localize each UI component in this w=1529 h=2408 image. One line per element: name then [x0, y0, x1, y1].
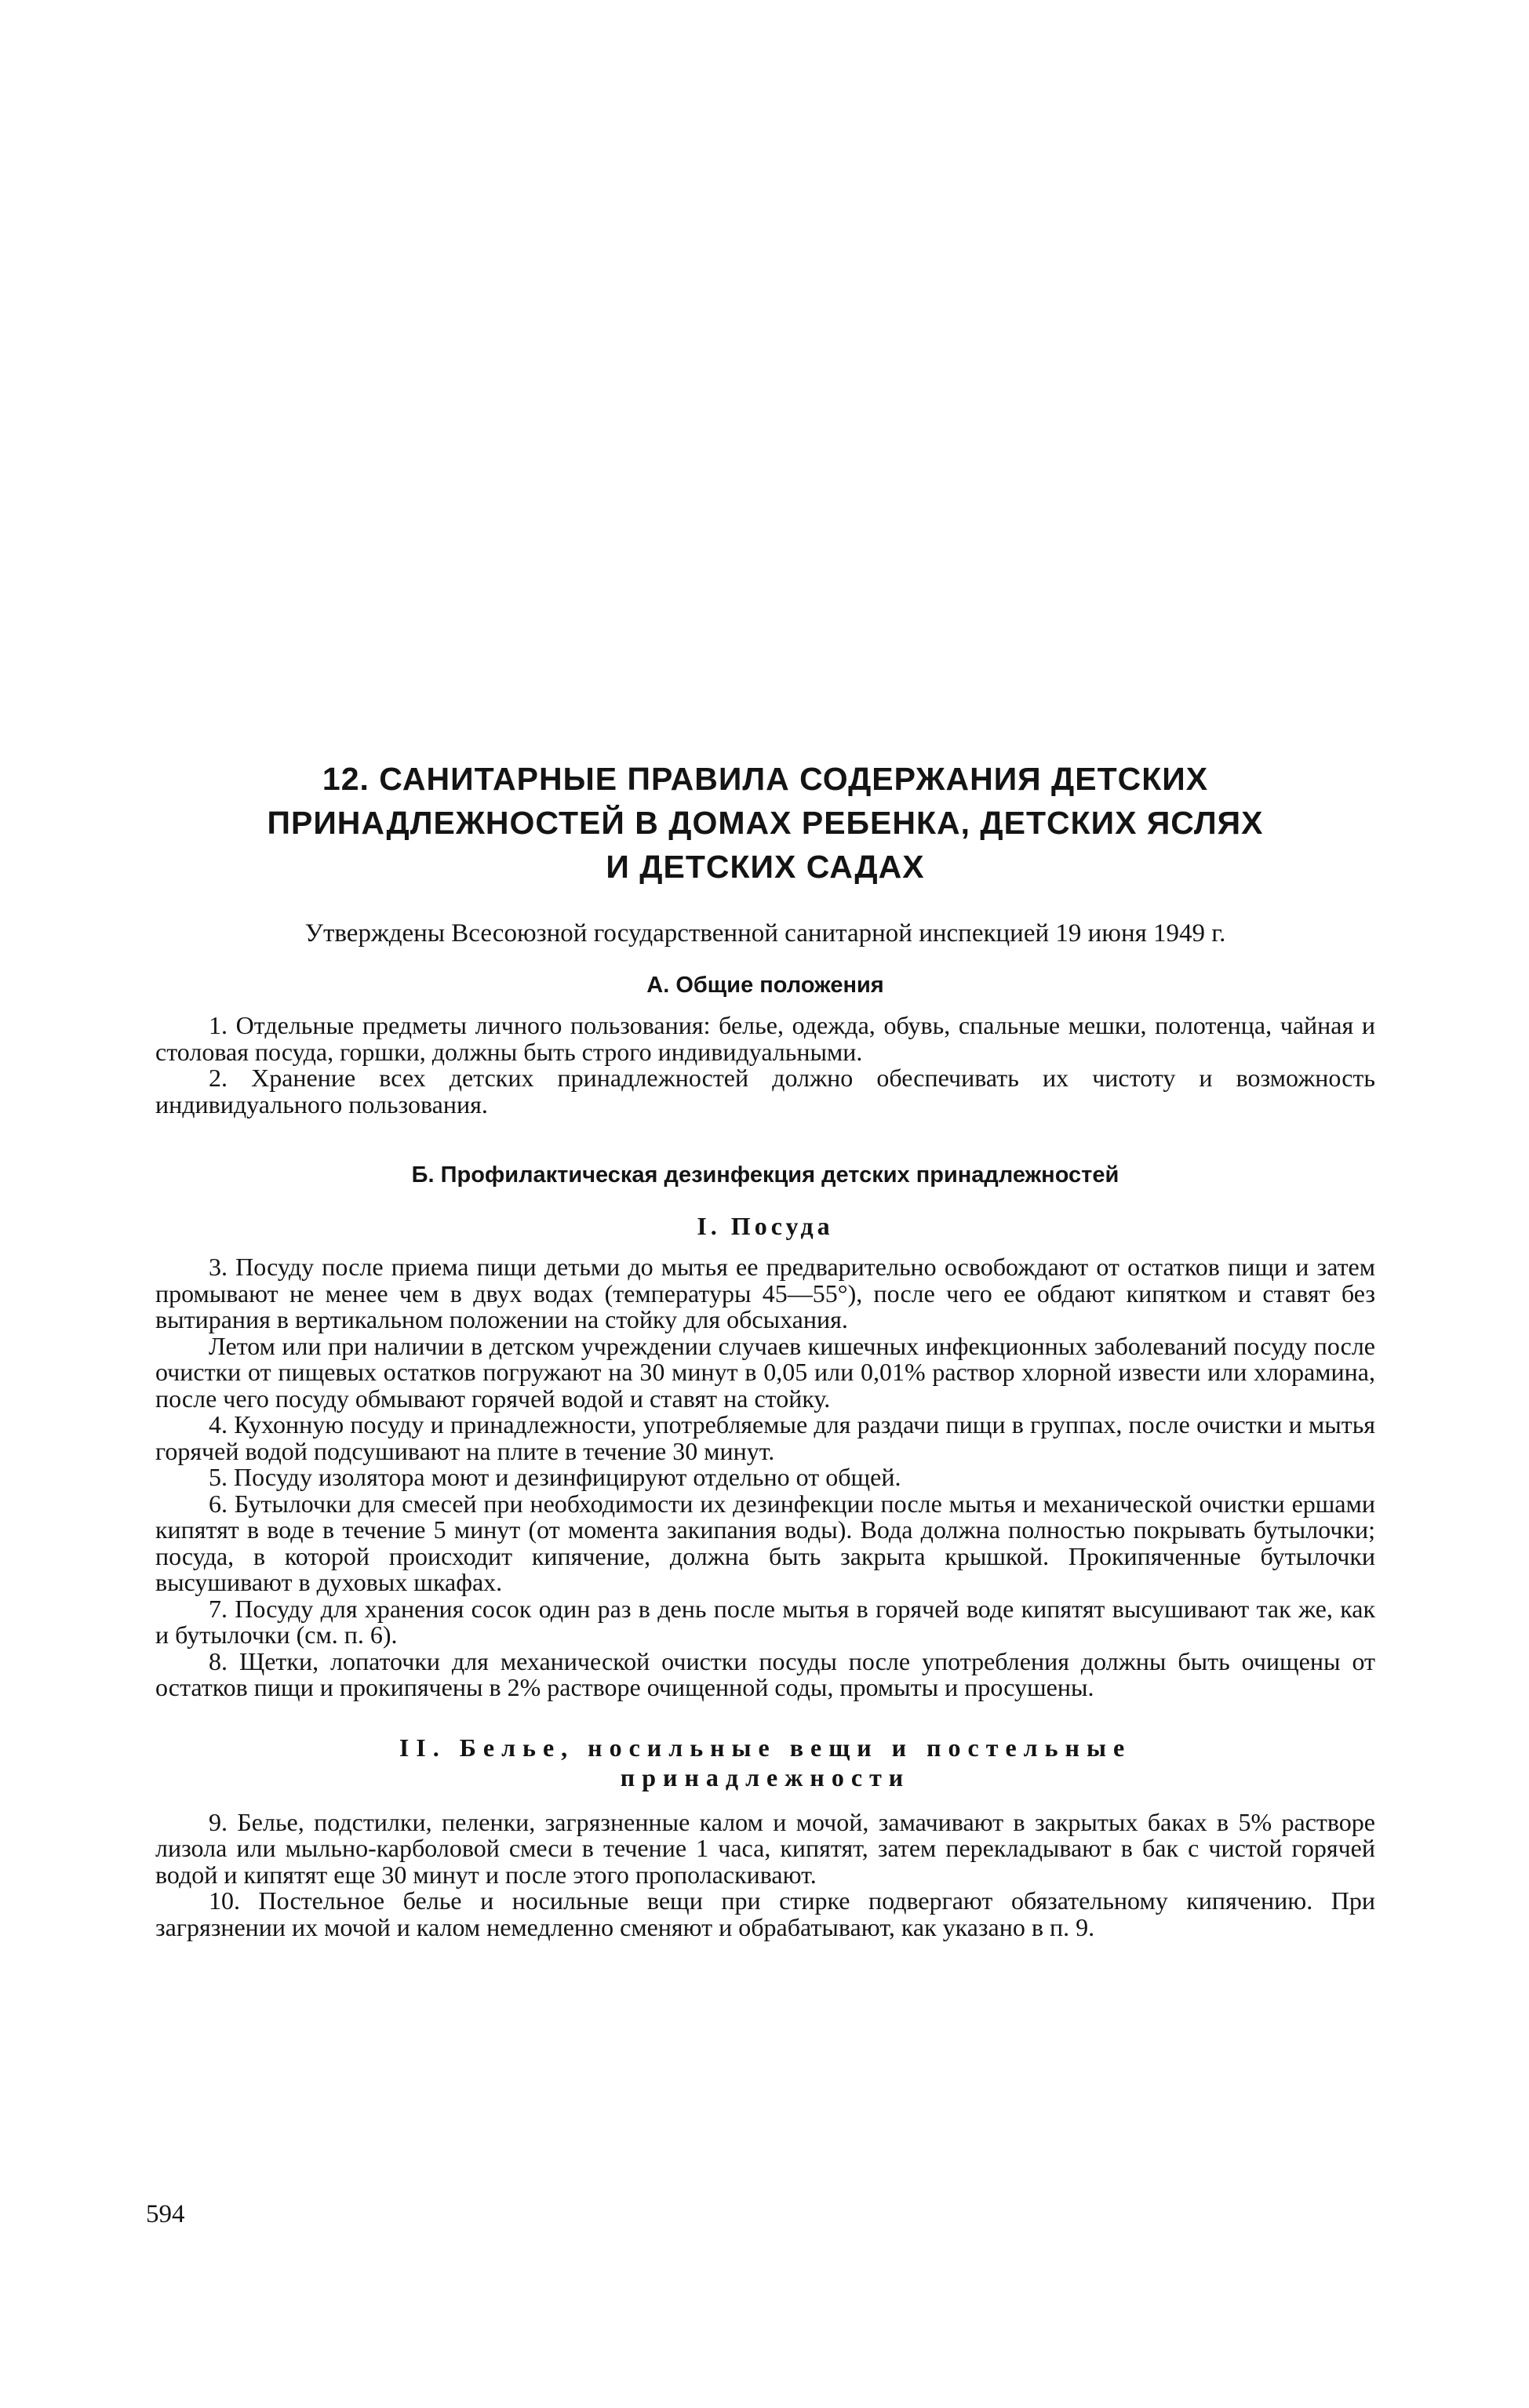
subsection-ii-heading-line: II. Белье, носильные вещи и постельные — [399, 1733, 1132, 1762]
document-body — [155, 757, 1375, 1941]
section-a-body — [155, 1013, 1375, 1118]
page-number: 594 — [146, 2200, 185, 2228]
subsection-i-body — [155, 1254, 1375, 1701]
title-line: 12. САНИТАРНЫЕ ПРАВИЛА СОДЕРЖАНИЯ ДЕТСКИХ — [322, 761, 1209, 797]
paragraph: 1. Отдельные предметы личного пользования: белье, одежда, обувь, спальные мешки, полотенца, чайная и столовая посуда, горшки, должны быть строго индивидуальными. — [155, 1011, 1375, 1066]
title-line: ПРИНАДЛЕЖНОСТЕЙ В ДОМАХ РЕБЕНКА, ДЕТСКИХ ЯСЛЯХ — [267, 805, 1264, 841]
paragraph: 8. Щетки, лопаточки для механической очистки посуды после употребления должны быть очищены от остатков пищи и прокипячены в 2% растворе очищенной соды, промыты и просушены. — [155, 1646, 1375, 1701]
paragraph: Летом или при наличии в детском учреждении случаев кишечных инфекционных заболеваний посуду после очистки от пищевых остатков погружают на 30 минут в 0,05 или 0,01% раствор хлорной извести или хлорамина, после чего посуду обмывают горячей водой и ставят на стойку. — [155, 1331, 1375, 1413]
subsection-i-heading: I. Посуда — [697, 1212, 834, 1240]
paragraph: 7. Посуду для хранения сосок один раз в день после мытья в горячей воде кипятят высушивают так же, как и бутылочки (см. п. 6). — [155, 1594, 1375, 1649]
paragraph: 9. Белье, подстилки, пеленки, загрязненные калом и мочой, замачивают в закрытых баках в 5% растворе лизола или мыльно-карболовой смеси в течение 1 часа, кипятят, затем перекладывают в бак с чистой горячей водой и кипятят еще 30 минут и после этого прополаскивают. — [155, 1807, 1375, 1889]
subsection-ii-body — [155, 1807, 1375, 1941]
approval-note: Утверждены Всесоюзной государственной санитарной инспекцией 19 июня 1949 г. — [304, 919, 1226, 948]
subsection-ii-heading — [155, 1733, 1375, 1792]
paragraph: 10. Постельное белье и носильные вещи при стирке подвергают обязательному кипячению. При загрязнении их мочой и калом немедленно сменяют и обрабатывают, как указано в п. 9. — [155, 1886, 1375, 1941]
paragraph: 2. Хранение всех детских принадлежностей должно обеспечивать их чистоту и возможность индивидуального пользования. — [155, 1064, 1375, 1119]
paragraph: 3. Посуду после приема пищи детьми до мытья ее предварительно освобождают от остатков пищи и затем промывают не менее чем в двух водах (температуры 45—55°), после чего ее обдают кипятком и ставят без вытирания в вертикальном положении на стойку для обсыхания. — [155, 1253, 1375, 1333]
paragraph: 5. Посуду изолятора моют и дезинфицируют отдельно от общей. — [209, 1463, 901, 1491]
section-b-heading: Б. Профилактическая дезинфекция детских принадлежностей — [411, 1162, 1119, 1188]
subsection-ii-heading-line: принадлежности — [620, 1762, 911, 1791]
paragraph: 6. Бутылочки для смесей при необходимости их дезинфекции после мытья и механической очистки ершами кипятят в воде в течение 5 минут (от момента закипания воды). Вода должна полностью покрывать бутылочки; посуда, в которой происходит кипячение, должна быть закрыта крышкой. Прокипяченные бутылочки высушивают в духовых шкафах. — [155, 1489, 1375, 1596]
title-line: И ДЕТСКИХ САДАХ — [606, 849, 925, 885]
paragraph: 4. Кухонную посуду и принадлежности, употребляемые для раздачи пищи в группах, после очистки и мытья горячей водой подсушивают на плите в течение 30 минут. — [155, 1410, 1375, 1465]
section-a-heading: А. Общие положения — [646, 973, 884, 998]
document-title — [155, 757, 1375, 889]
